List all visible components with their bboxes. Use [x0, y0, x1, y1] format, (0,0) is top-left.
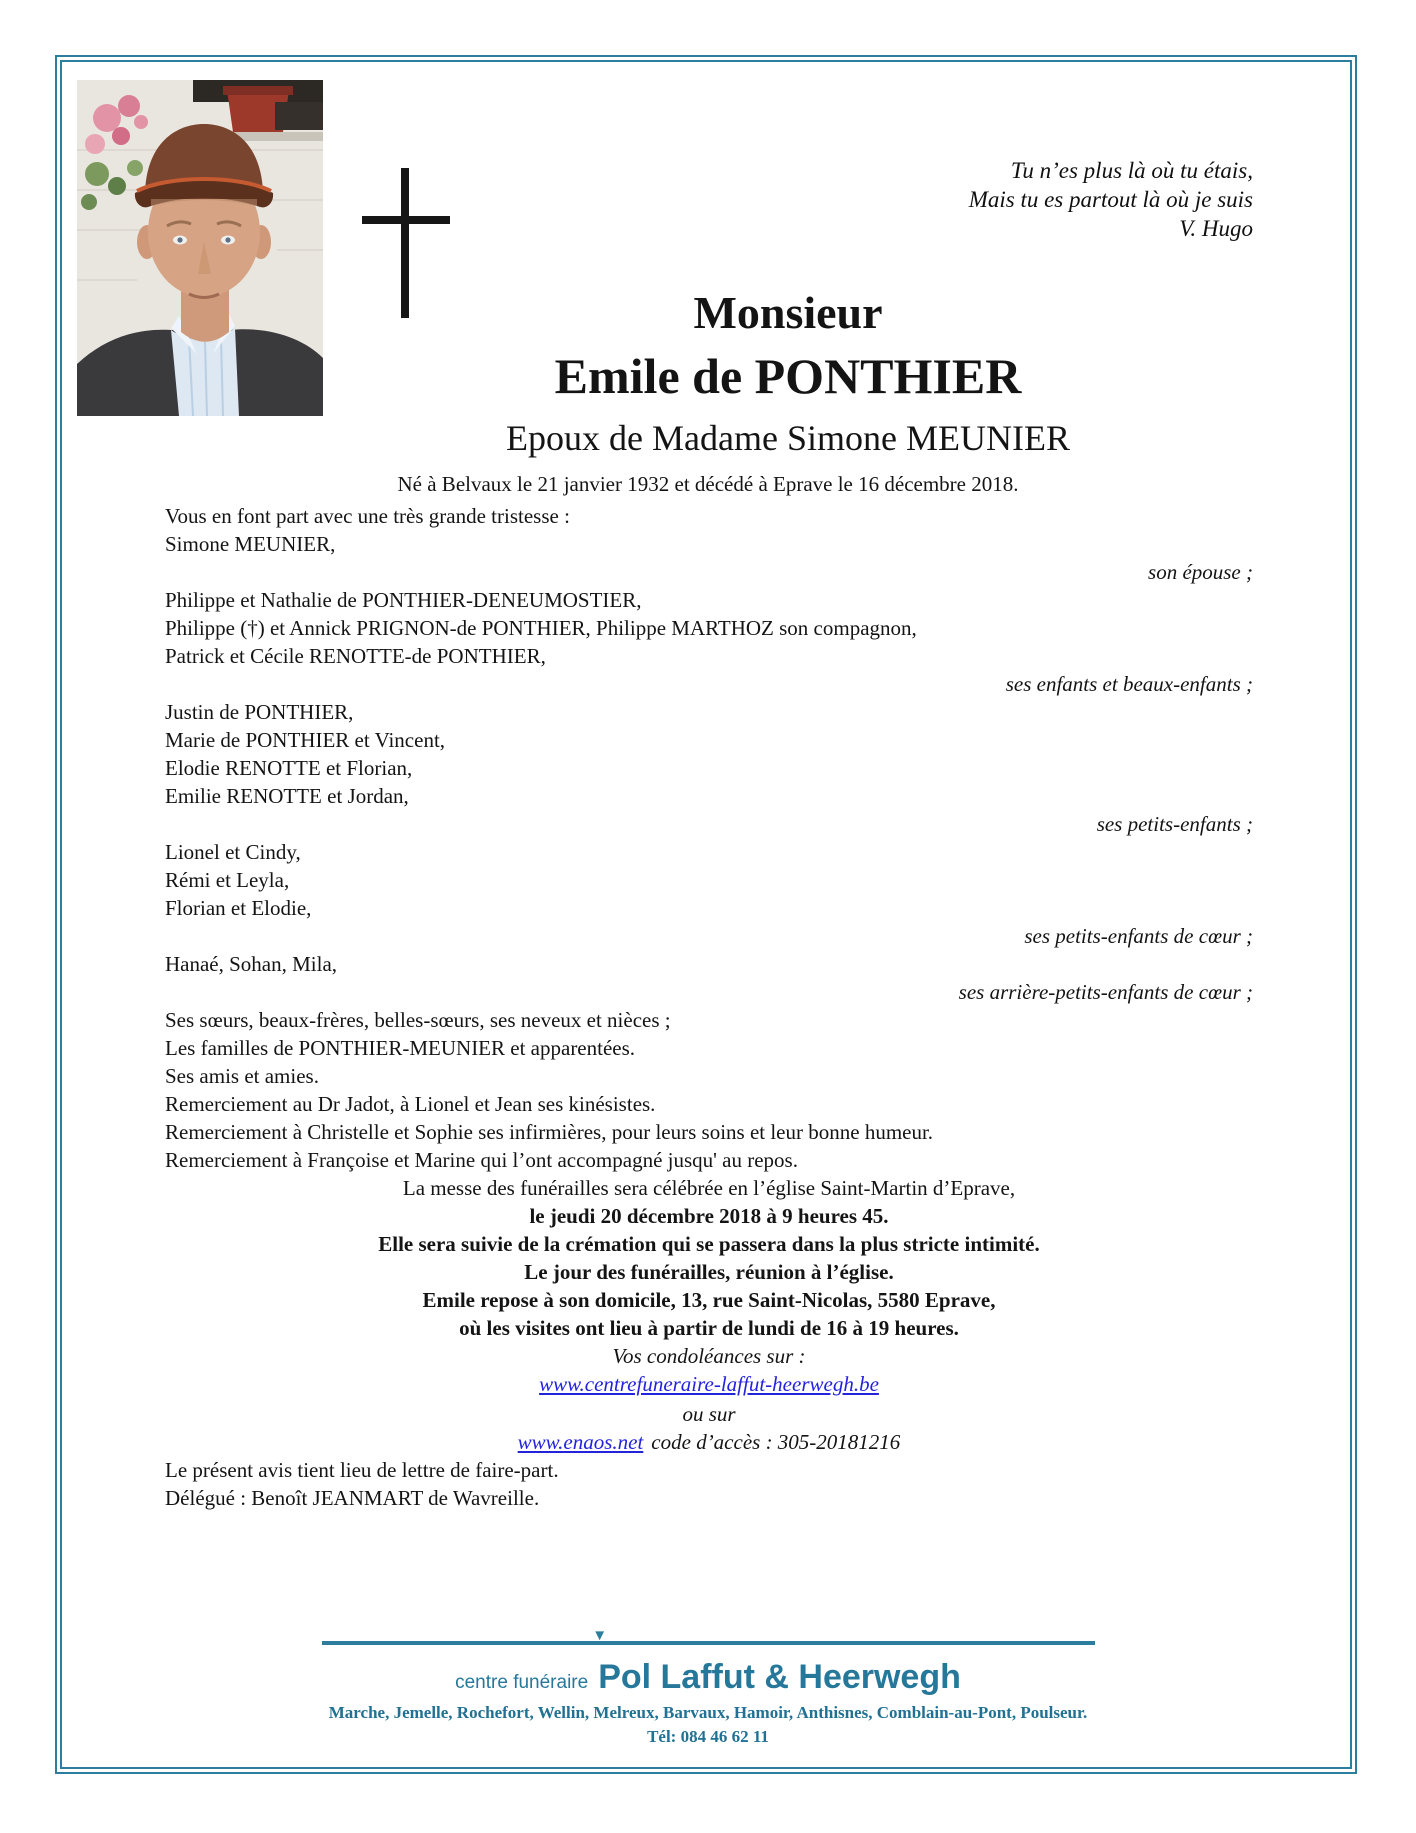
funeral-home-logo [0, 1627, 1416, 1697]
brand-name: Pol Laffut & Heerwegh [598, 1658, 961, 1696]
footer-phone: Tél: 084 46 62 11 [647, 1727, 769, 1746]
funeral-home-website-link[interactable]: www.centrefuneraire-laffut-heerwegh.be [539, 1372, 879, 1396]
condolences-website-line [165, 1370, 1253, 1398]
acknowledgement-line: Remerciement au Dr Jadot, à Lionel et Jean ses kinésistes. [165, 1092, 656, 1116]
family-heart-grandchild: Florian et Elodie, [165, 896, 312, 920]
condolences-enaos-line [165, 1428, 1253, 1456]
condolences-or: ou sur [682, 1402, 736, 1426]
condolences-block [165, 1342, 1253, 1456]
mass-line-2: le jeudi 20 décembre 2018 à 9 heures 45. [529, 1204, 889, 1228]
announcement-body [165, 502, 1253, 1512]
family-grandchild: Emilie RENOTTE et Jordan, [165, 784, 409, 808]
brand-prefix: centre funéraire [455, 1672, 589, 1693]
repose-line-1: Emile repose à son domicile, 13, rue Saint-Nicolas, 5580 Eprave, [422, 1288, 996, 1312]
footer-locations: Marche, Jemelle, Rochefort, Wellin, Melreux, Barvaux, Hamoir, Anthisnes, Comblain-au-Pont, Poulseur. [328, 1703, 1088, 1722]
quote-line: Mais tu es partout là où je suis [968, 187, 1253, 212]
family-grandchild: Justin de PONTHIER, [165, 700, 354, 724]
family-friends: Ses amis et amies. [165, 1064, 319, 1088]
family-spouse-role: son épouse ; [1148, 560, 1253, 584]
cremation-line: Elle sera suivie de la crémation qui se passera dans la plus stricte intimité. [378, 1232, 1040, 1256]
family-heart-grandchildren-role: ses petits-enfants de cœur ; [1024, 924, 1253, 948]
family-child: Philippe et Nathalie de PONTHIER-DENEUMOSTIER, [165, 588, 642, 612]
salutation: Monsieur [693, 287, 883, 338]
quote-attribution: V. Hugo [1179, 216, 1253, 241]
closing-delegate: Délégué : Benoît JEANMART de Wavreille. [165, 1486, 540, 1510]
meeting-line: Le jour des funérailles, réunion à l’église. [524, 1260, 894, 1284]
family-related: Les familles de PONTHIER-MEUNIER et apparentées. [165, 1036, 636, 1060]
down-triangle-icon: ▼ [592, 1627, 608, 1644]
portrait-photo [77, 80, 323, 416]
footer-divider [322, 1641, 1095, 1645]
acknowledgement-line: Remerciement à Françoise et Marine qui l’ont accompagné jusqu' au repos. [165, 1148, 798, 1172]
mass-line-1: La messe des funérailles sera célébrée en l’église Saint-Martin d’Eprave, [402, 1176, 1016, 1200]
family-child: Philippe (†) et Annick PRIGNON-de PONTHIER, Philippe MARTHOZ son compagnon, [165, 616, 917, 640]
funeral-home-footer [0, 1627, 1416, 1748]
memorial-quote [969, 156, 1253, 243]
closing-notice: Le présent avis tient lieu de lettre de faire-part. [165, 1458, 559, 1482]
announcement-intro: Vous en font part avec une très grande tristesse : [165, 504, 570, 528]
family-heart-grandchild: Lionel et Cindy, [165, 840, 301, 864]
acknowledgement-line: Remerciement à Christelle et Sophie ses infirmières, pour leurs soins et leur bonne humeur. [165, 1120, 934, 1144]
family-grandchild: Elodie RENOTTE et Florian, [165, 756, 413, 780]
deceased-name: Emile de PONTHIER [554, 348, 1022, 404]
quote-line: Tu n’es plus là où tu étais, [1010, 158, 1253, 183]
deceased-title-block [323, 283, 1253, 463]
family-heart-grandchild: Rémi et Leyla, [165, 868, 290, 892]
enaos-link[interactable]: www.enaos.net [517, 1430, 644, 1454]
family-great-grandchildren-role: ses arrière-petits-enfants de cœur ; [958, 980, 1253, 1004]
life-dates: Né à Belvaux le 21 janvier 1932 et décédé à Eprave le 16 décembre 2018. [397, 472, 1019, 496]
family-child: Patrick et Cécile RENOTTE-de PONTHIER, [165, 644, 546, 668]
repose-line-2: où les visites ont lieu à partir de lundi de 16 à 19 heures. [459, 1316, 959, 1340]
family-grandchildren-role: ses petits-enfants ; [1096, 812, 1253, 836]
condolences-heading: Vos condoléances sur : [612, 1344, 806, 1368]
family-children-role: ses enfants et beaux-enfants ; [1005, 672, 1253, 696]
family-siblings: Ses sœurs, beaux-frères, belles-sœurs, ses neveux et nièces ; [165, 1008, 671, 1032]
family-spouse: Simone MEUNIER, [165, 532, 336, 556]
family-grandchild: Marie de PONTHIER et Vincent, [165, 728, 446, 752]
spouse-line: Epoux de Madame Simone MEUNIER [506, 418, 1070, 458]
enaos-access-code: code d’accès : 305-20181216 [651, 1430, 901, 1454]
family-great-grandchildren: Hanaé, Sohan, Mila, [165, 952, 338, 976]
